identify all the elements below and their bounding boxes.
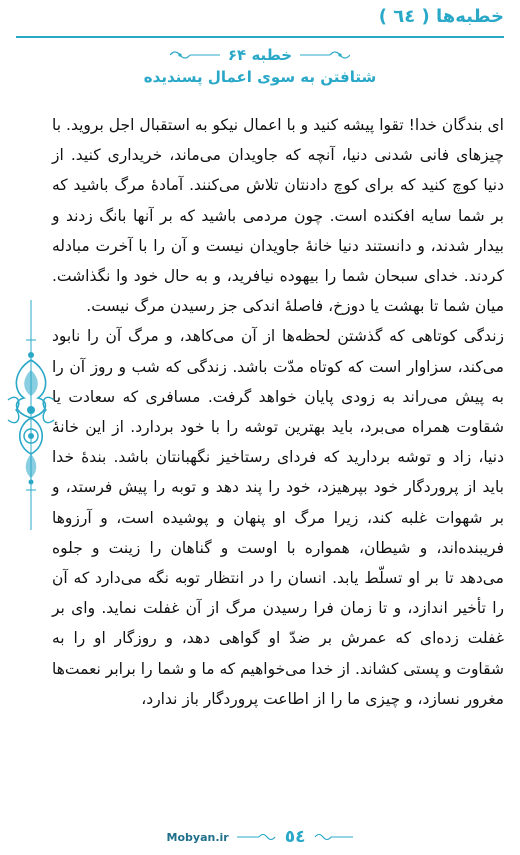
running-header: خطبه‌ها ( ٦٤ ) bbox=[378, 6, 504, 27]
page-footer bbox=[0, 823, 520, 851]
page-number: ٥٤ bbox=[284, 827, 306, 847]
footer-left-flourish-icon bbox=[237, 831, 277, 843]
paragraph-1: ای بندگان خدا! تقوا پیشه کنید و با اعمال نیکو به استقبال اجل بروید. با چیزهای فانی شدنی دنیا، آنچه که جاویدان می‌ماند، خریداری کنید. از دنیا کوچ کنید که برای کوچ دادنتان تلاش می‌کنند. آمادۀ مرگ باشید که بر شما سایه افکنده است. چون مردمی باشید که بر آنها بانگ زدند و بیدار شدند، و دانستند دنیا خانۀ جاویدان نیست و آن را با آخرت مبادله کردند. خدای سبحان شما را بیهوده نیافرید، و به حال خود وا نگذاشت. میان شما تا بهشت یا دوزخ، فاصلۀ اندکی جز رسیدن مرگ نیست. bbox=[52, 116, 504, 316]
right-flourish-icon bbox=[170, 49, 220, 61]
sermon-number-line bbox=[60, 44, 460, 66]
footer-right-flourish-icon bbox=[313, 831, 353, 843]
sermon-subtitle: شتافتن به سوی اعمال پسندیده bbox=[143, 68, 377, 86]
left-flourish-icon bbox=[300, 49, 350, 61]
side-ornament-icon bbox=[4, 300, 58, 530]
body-text bbox=[52, 110, 504, 714]
title-block bbox=[60, 44, 460, 86]
paragraph-2: زندگی کوتاهی که گذشتن لحظه‌ها از آن می‌کاهد، و مرگ آن را نابود می‌کند، سزاوار است که کوتاه مدّت باشد. زندگی که شب و روز آن را به پیش می‌راند به زودی پایان خواهد گرفت. مسافری که سعادت یا شقاوت همراه می‌برد، باید بهترین توشه را با خود بردارد. از این خانۀ دنیا، زاد و توشه بردارید که فردای رستاخیز نگهبانتان باشد. بندۀ خدا باید از پروردگار خود بپرهیزد، خود را پند دهد و توبه را پیش فرستد، و بر شهوات غلبه کند، زیرا مرگ او پنهان و پوشیده است، و آرزوها فریبنده‌اند، و شیطان، همواره با اوست و گناهان را زینت و جلوه می‌دهد تا بر او تسلّط یابد. انسان را در انتظار توبه نگه می‌دارد که آن را تأخیر اندازد، و تا زمان فرا رسیدن مرگ از آن غفلت نماید. وای بر غفلت زده‌ای که عمرش بر ضدّ او گواهی دهد، و روزگار او را به شقاوت و پستی کشاند. از خدا می‌خواهیم که ما و شما را برابر نعمت‌ها مغرور نسازد، و چیزی ما را از اطاعت پروردگار باز ندارد، bbox=[52, 327, 504, 708]
sermon-number: خطبه ۶۴ bbox=[227, 46, 293, 64]
site-label: Mobyan.ir bbox=[166, 830, 229, 844]
header-rule bbox=[16, 36, 504, 38]
